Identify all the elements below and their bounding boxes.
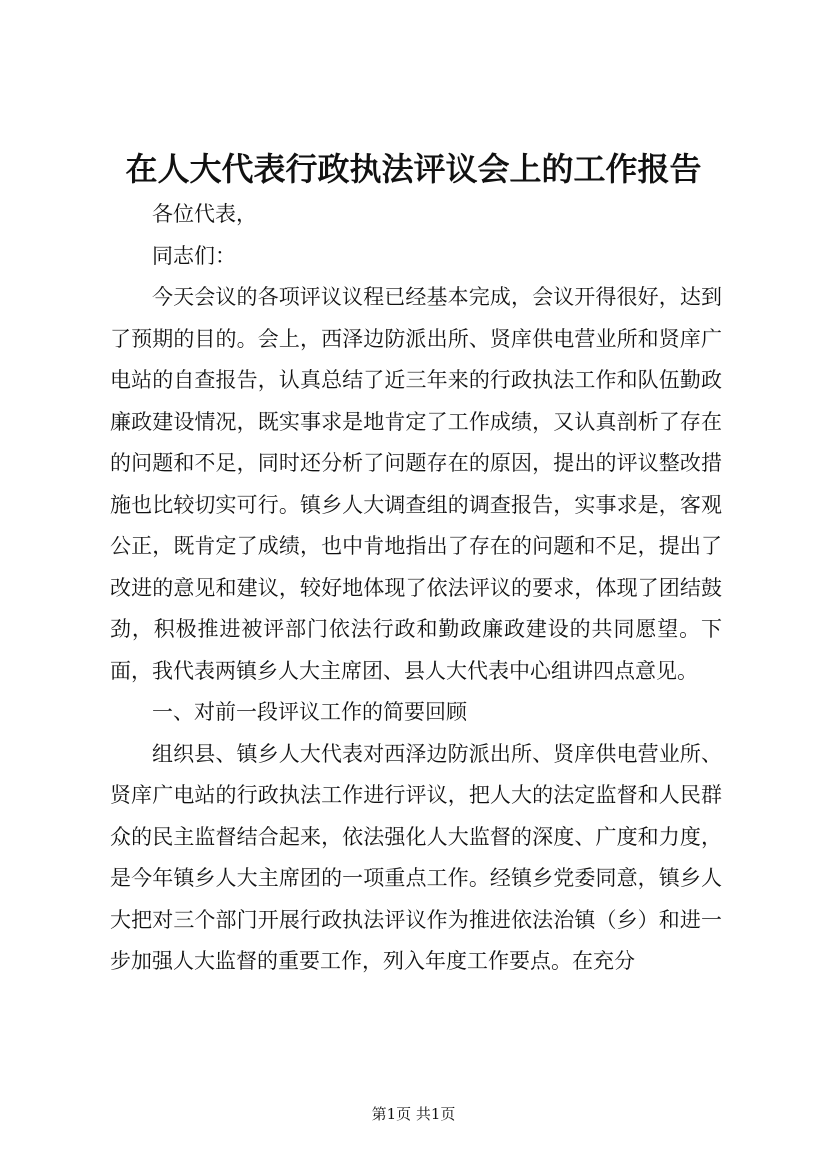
document-body (110, 194, 722, 983)
paragraph-salutation: 同志们： (152, 243, 236, 268)
paragraph: 组织县、镇乡人大代表对西泽边防派出所、贤庠供电营业所、贤庠广电站的行政执法工作进行评议，把人大的法定监督和人民群众的民主监督结合起来，依法强化人大监督的深度、广度和力度，是今年镇乡人大主席团的一项重点工作。经镇乡党委同意，镇乡人大把对三个部门开展行政执法评议作为推进依法治镇（乡）和进一步加强人大监督的重要工作，列入年度工作要点。在充分 (110, 741, 722, 973)
paragraph-salutation: 各位代表， (152, 202, 257, 226)
paragraph: 今天会议的各项评议议程已经基本完成，会议开得很好，达到了预期的目的。会上，西泽边防派出所、贤庠供电营业所和贤庠广电站的自查报告，认真总结了近三年来的行政执法工作和队伍勤政廉政建设情况，既实事求是地肯定了工作成绩，又认真剖析了存在的问题和不足，同时还分析了问题存在的原因，提出的评议整改措施也比较切实可行。镇乡人大调查组的调查报告，实事求是，客观公正，既肯定了成绩，也中肯地指出了存在的问题和不足，提出了改进的意见和建议，较好地体现了依法评议的要求，体现了团结鼓劲，积极推进被评部门依法行政和勤政廉政建设的共同愿望。下面，我代表两镇乡人大主席团、县人大代表中心组讲四点意见。 (110, 285, 722, 683)
page-indicator: 第1页 共1页 (371, 1105, 456, 1123)
section-heading: 一、对前一段评议工作的简要回顾 (152, 700, 467, 724)
document-title: 在人大代表行政执法评议会上的工作报告 (125, 150, 702, 188)
